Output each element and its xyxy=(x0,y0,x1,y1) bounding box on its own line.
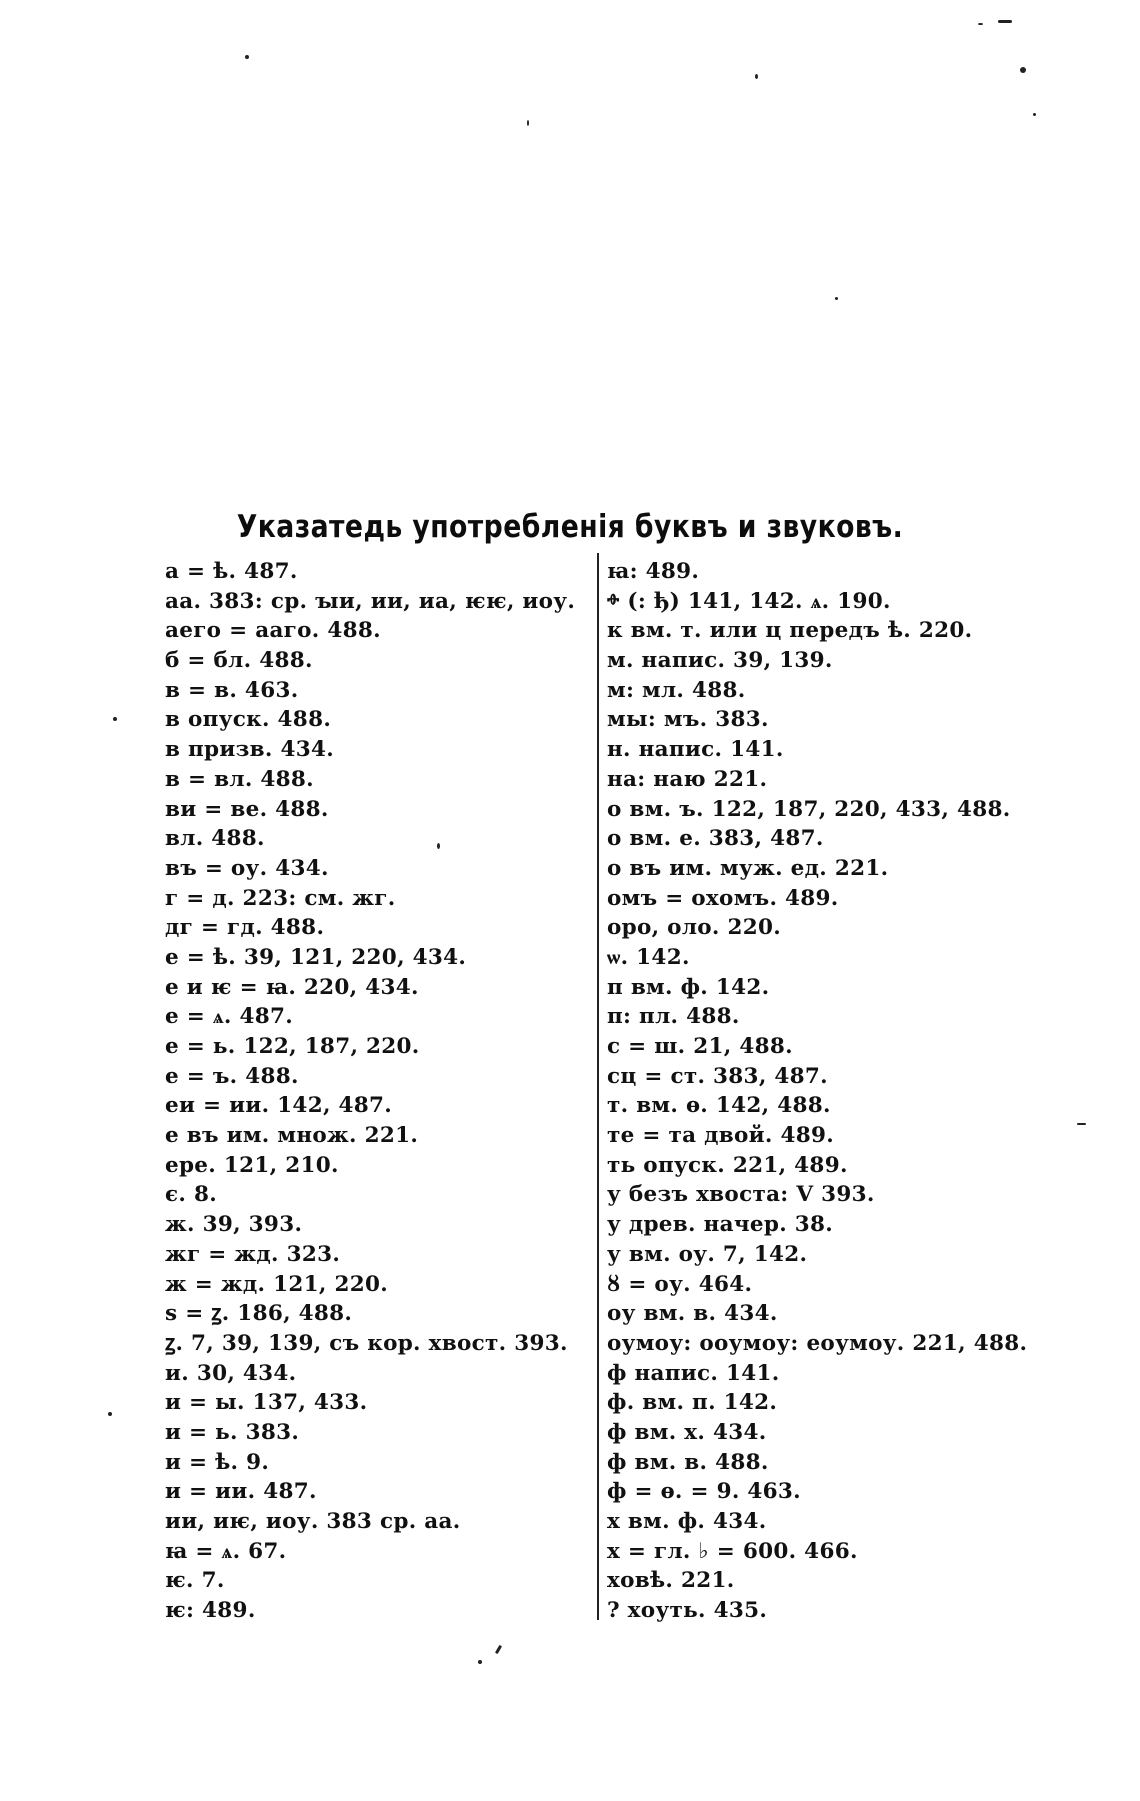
index-entry: ф вм. в. 488. xyxy=(607,1449,769,1475)
index-entry: ф = ѳ. = 9. 463. xyxy=(607,1479,801,1505)
index-entry: ⱚ (: ђ) 141, 142. ѧ. 190. xyxy=(607,588,891,614)
index-entry: ви = ве. 488. xyxy=(165,796,329,822)
scan-speck xyxy=(478,1660,482,1664)
index-entry: а = ѣ. 487. xyxy=(165,559,298,584)
index-entry: и = ии. 487. xyxy=(165,1479,317,1505)
index-entry: жг = жд. 323. xyxy=(165,1241,341,1267)
index-entry: еи = ии. 142, 487. xyxy=(165,1093,393,1119)
index-entry: б = бл. 488. xyxy=(165,648,313,674)
page-title: Указатедь употребленія буквъ и звуковъ. xyxy=(236,508,904,545)
index-entry: те = та двой. 489. xyxy=(607,1123,835,1149)
column-divider xyxy=(597,553,599,1620)
index-entry: ф вм. х. 434. xyxy=(607,1419,767,1445)
index-entry: о въ им. муж. ед. 221. xyxy=(607,855,889,881)
index-entry: п вм. ф. 142. xyxy=(607,974,770,1000)
index-entry: м: мл. 488. xyxy=(607,677,746,703)
index-entry: въ = оу. 434. xyxy=(165,855,329,881)
index-entry: ж. 39, 393. xyxy=(165,1212,303,1238)
index-entry: вл. 488. xyxy=(165,826,265,852)
scan-speck xyxy=(108,1412,112,1416)
index-entry: х вм. ф. 434. xyxy=(607,1509,767,1534)
index-entry: м. напис. 39, 139. xyxy=(607,648,833,674)
scan-speck xyxy=(495,1645,502,1654)
index-entry: ? хоуть. 435. xyxy=(607,1598,768,1624)
index-entry: е въ им. множ. 221. xyxy=(165,1123,419,1149)
scan-speck xyxy=(527,120,529,126)
index-entry: с = ш. 21, 488. xyxy=(607,1034,793,1059)
index-entry: и = ѣ. 9. xyxy=(165,1449,270,1475)
scan-speck xyxy=(1020,67,1026,73)
index-entry: ѥ. 7. xyxy=(165,1568,225,1594)
index-entry: у вм. оу. 7, 142. xyxy=(607,1241,808,1267)
scan-speck xyxy=(1077,1123,1086,1125)
index-entry: оумоу: ооумоу: еоумоу. 221, 488. xyxy=(607,1330,1028,1356)
index-entry: ѡ. 142. xyxy=(607,944,690,970)
index-entry: в = в. 463. xyxy=(165,677,299,703)
index-entry: е = ъ. 488. xyxy=(165,1063,299,1089)
index-entry: омъ = охомъ. 489. xyxy=(607,885,839,911)
index-entry: в опуск. 488. xyxy=(165,707,332,733)
index-entry: сц = ст. 383, 487. xyxy=(607,1063,828,1089)
index-entry: є. 8. xyxy=(165,1182,218,1208)
index-entry: аего = ааго. 488. xyxy=(165,618,381,644)
index-entry: е и ѥ = ꙗ. 220, 434. xyxy=(165,974,419,1000)
index-entry: е = ѧ. 487. xyxy=(165,1004,294,1030)
index-entry: и = ь. 383. xyxy=(165,1419,300,1445)
scan-speck xyxy=(755,74,758,79)
index-entry: е = ь. 122, 187, 220. xyxy=(165,1034,420,1059)
index-entry: к вм. т. или ц передъ ѣ. 220. xyxy=(607,618,973,644)
scan-speck xyxy=(245,55,249,59)
scan-speck xyxy=(113,717,117,721)
index-entry: ф. вм. п. 142. xyxy=(607,1390,778,1416)
scan-speck xyxy=(835,297,838,300)
index-entry: в призв. 434. xyxy=(165,737,335,763)
index-entry: н. напис. 141. xyxy=(607,737,784,763)
index-entry: ховѣ. 221. xyxy=(607,1568,735,1594)
index-entry: о вм. ъ. 122, 187, 220, 433, 488. xyxy=(607,796,1011,822)
index-entry: ж = жд. 121, 220. xyxy=(165,1271,389,1297)
index-entry: ȣ = оу. 464. xyxy=(607,1271,753,1297)
index-entry: ть опуск. 221, 489. xyxy=(607,1152,848,1178)
index-entry: т. вм. ѳ. 142, 488. xyxy=(607,1093,831,1119)
index-entry: ѥ: 489. xyxy=(165,1598,256,1624)
index-entry: о вм. е. 383, 487. xyxy=(607,826,824,852)
index-entry: х = гл. ♭ = 600. 466. xyxy=(607,1538,858,1564)
index-entry: у безъ хвоста: V 393. xyxy=(607,1182,875,1208)
index-entry: ꙗ = ѧ. 67. xyxy=(165,1538,287,1564)
index-entry: мы: мъ. 383. xyxy=(607,707,769,733)
index-entry: п: пл. 488. xyxy=(607,1004,740,1030)
index-entry: аа. 383: ср. ꙑи, ии, иа, ѥѥ, иоу. xyxy=(165,588,576,614)
index-entry: у древ. начер. 38. xyxy=(607,1212,834,1238)
index-entry: ере. 121, 210. xyxy=(165,1152,339,1178)
index-entry: ꙗ: 489. xyxy=(607,559,700,584)
scan-speck xyxy=(1033,113,1036,116)
index-entry: е = ѣ. 39, 121, 220, 434. xyxy=(165,944,467,970)
index-entry: дг = гд. 488. xyxy=(165,915,325,941)
scan-speck xyxy=(978,23,983,25)
index-entry: г = д. 223: см. жг. xyxy=(165,885,396,911)
index-entry: оро, оло. 220. xyxy=(607,915,782,941)
index-left-column xyxy=(165,557,595,1626)
index-entry: в = вл. 488. xyxy=(165,766,314,792)
index-entry: и = ы. 137, 433. xyxy=(165,1390,368,1416)
index-entry: на: наю 221. xyxy=(607,766,768,792)
index-entry: ф напис. 141. xyxy=(607,1360,780,1386)
index-entry: ѕ = ꙁ. 186, 488. xyxy=(165,1301,353,1327)
index-right-column xyxy=(607,557,1047,1626)
index-entry: ꙁ. 7, 39, 139, съ кор. хвост. 393. xyxy=(165,1330,568,1356)
index-entry: оу вм. в. 434. xyxy=(607,1301,778,1327)
index-entry: и. 30, 434. xyxy=(165,1360,297,1386)
index-entry: ии, иѥ, иоу. 383 ср. аа. xyxy=(165,1509,461,1534)
scan-speck xyxy=(998,20,1012,23)
